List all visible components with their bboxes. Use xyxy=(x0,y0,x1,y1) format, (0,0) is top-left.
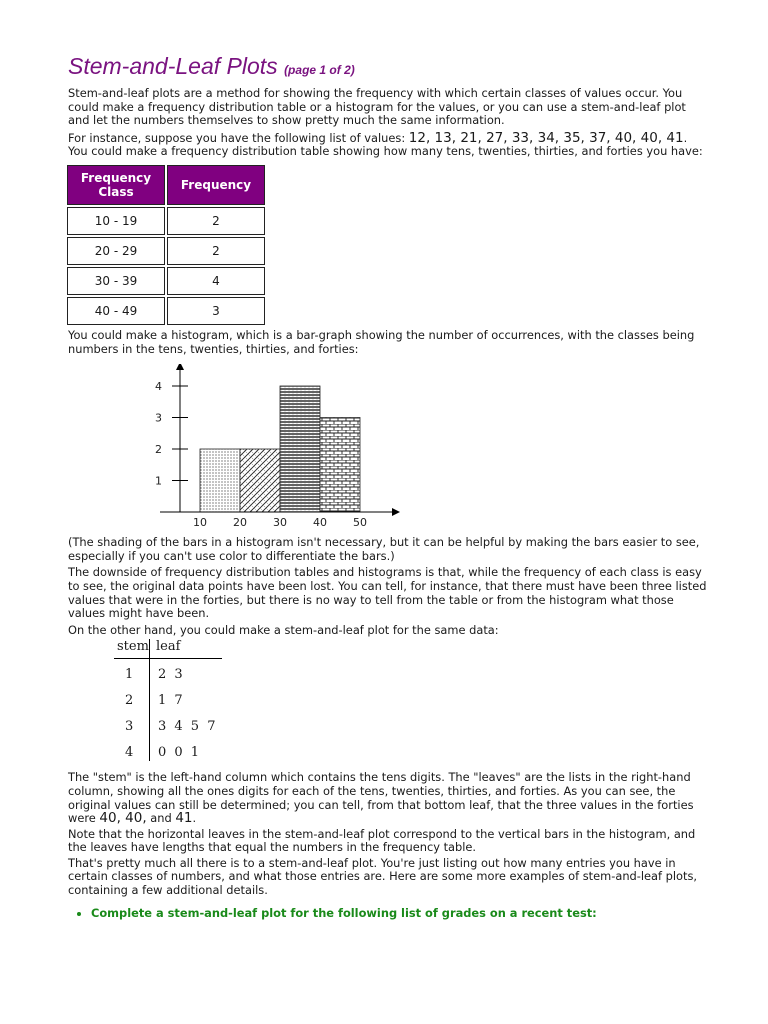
leaf-values: 2 3 xyxy=(158,667,185,683)
and-text: and xyxy=(150,811,172,826)
table-row xyxy=(67,237,265,265)
exercise-item: • Complete a stem-and-leaf plot for the following list of grades on a recent test: xyxy=(91,906,708,920)
exercise-list xyxy=(68,906,708,920)
x-tick-label: 10 xyxy=(193,516,207,530)
y-tick-label: 2 xyxy=(155,443,162,457)
frequency-cell: 4 xyxy=(167,267,265,295)
leaf-values: 1 7 xyxy=(158,693,185,709)
note-horizontal-paragraph: Note that the horizontal leaves in the stem-and-leaf plot correspond to the vertical bars in the histogram, and the leaves have lengths that equal the numbers in the frequency table. xyxy=(68,826,696,855)
histogram-bar xyxy=(200,449,240,512)
stem-header: stem xyxy=(117,639,149,655)
document-page xyxy=(68,52,708,920)
leaf-values: 3 4 5 7 xyxy=(158,719,218,735)
forties-last: 41 xyxy=(175,810,193,827)
stem-value: 2 xyxy=(125,693,134,709)
header-underline xyxy=(114,658,222,659)
title-text: Stem-and-Leaf Plots xyxy=(68,53,278,79)
y-tick-label: 3 xyxy=(155,411,162,425)
x-tick-label: 20 xyxy=(233,516,247,530)
stem-value: 4 xyxy=(125,745,134,761)
class-cell: 20 - 29 xyxy=(67,237,165,265)
summary-paragraph: That's pretty much all there is to a stem-and-leaf plot. You're just listing out how many entries you have in certain classes of numbers, and what those entries are. Here are some more examples of stem-and-leaf plots, containing a few additional details. xyxy=(68,855,698,898)
stem-leaf-plot xyxy=(68,637,708,761)
x-tick-label: 30 xyxy=(273,516,287,530)
stem-value: 3 xyxy=(125,719,134,735)
x-tick-label: 40 xyxy=(313,516,327,530)
histogram-bar xyxy=(280,386,320,512)
table-row xyxy=(67,267,265,295)
class-cell: 10 - 19 xyxy=(67,207,165,235)
other-hand-paragraph: On the other hand, you could make a stem-and-leaf plot for the same data: xyxy=(68,622,499,637)
class-cell: 40 - 49 xyxy=(67,297,165,325)
header-frequency: Frequency xyxy=(167,165,265,205)
stem-value: 1 xyxy=(125,667,134,683)
y-tick-label: 1 xyxy=(155,474,162,488)
explanation-end: . xyxy=(192,811,197,826)
intro-paragraph: Stem-and-leaf plots are a method for showing the frequency with which certain classes of values occur. You could make a frequency distribution table or a histogram for the values, or you can use a stem-and-leaf plot and let the numbers themselves to show pretty much the same information. xyxy=(68,86,686,128)
frequency-cell: 2 xyxy=(167,207,265,235)
values-list: 12, 13, 21, 27, 33, 34, 35, 37, 40, 40, 41 xyxy=(408,129,684,146)
instance-paragraph xyxy=(68,129,708,159)
x-tick-label: 50 xyxy=(353,516,367,530)
instance-prefix: For instance, suppose you have the following list of values: xyxy=(68,130,406,145)
stem-explanation-text: The "stem" is the left-hand column which contains the tens digits. The "leaves" are the lists in the right-hand column, showing all the ones digits for each of the tens, twenties, thirties, and forties. As you can see, the original values can still be determined; you can tell, from that bottom leaf, that the three values in the forties were xyxy=(68,770,694,826)
table-row xyxy=(67,297,265,325)
frequency-cell: 3 xyxy=(167,297,265,325)
leaf-values: 0 0 1 xyxy=(158,745,202,761)
frequency-table xyxy=(65,163,267,327)
histogram-bar xyxy=(240,449,280,512)
histogram-chart xyxy=(104,364,424,532)
class-cell: 30 - 39 xyxy=(67,267,165,295)
histogram-intro: You could make a histogram, which is a bar-graph showing the number of occurrences, with the classes being numbers in the tens, twenties, thirties, and forties: xyxy=(68,327,695,356)
frequency-cell: 2 xyxy=(167,237,265,265)
header-frequency-class: Frequency Class xyxy=(67,165,165,205)
downside-paragraph: The downside of frequency distribution tables and histograms is that, while the frequency of each class is easy to see, the original data points have been lost. You can tell, for instance, that there must have been three listed values that were in the forties, but there is no way to tell from the table or from the histogram what those values might have been. xyxy=(68,565,707,621)
leaf-header: leaf xyxy=(156,639,181,655)
y-axis-arrow xyxy=(176,364,184,370)
page-title xyxy=(68,52,708,84)
histogram-bar xyxy=(320,418,360,513)
title-page-indicator: (page 1 of 2) xyxy=(284,63,355,77)
shading-note: (The shading of the bars in a histogram isn't necessary, but it can be helpful by making the bars easier to see, especially if you can't use color to differentiate the bars.) xyxy=(68,535,700,563)
y-tick-label: 4 xyxy=(155,380,162,394)
forties-values: 40, 40, xyxy=(99,810,147,827)
x-axis-arrow xyxy=(392,508,400,516)
instance-suffix: . You could make a frequency distribution table showing how many tens, twenties, thirties, and forties you have: xyxy=(68,130,703,159)
table-row xyxy=(67,207,265,235)
stem-explanation xyxy=(68,771,708,825)
